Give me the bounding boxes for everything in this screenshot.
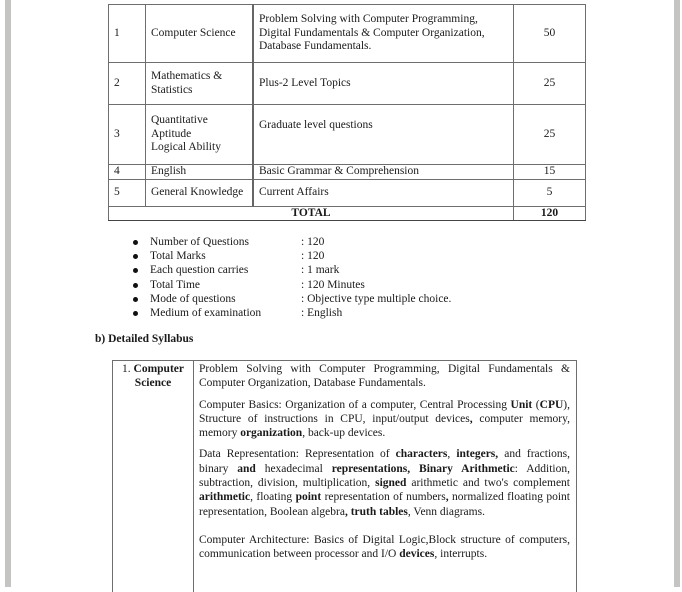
marks-cell: 5 — [514, 179, 586, 206]
summary-label: Mode of questions — [150, 292, 301, 306]
subject-line: Aptitude — [151, 128, 247, 142]
summary-value: : 120 Minutes — [301, 278, 365, 292]
detailed-syllabus-table — [112, 360, 577, 592]
list-item — [130, 263, 451, 277]
marks-cell: 15 — [514, 165, 586, 180]
subject-cell: Computer Science — [146, 5, 254, 63]
list-item — [130, 249, 451, 263]
subject-cell: General Knowledge — [146, 179, 254, 206]
summary-label: Each question carries — [150, 263, 301, 277]
total-value: 120 — [514, 206, 586, 221]
topics-cell: Basic Grammar & Comprehension — [253, 165, 514, 180]
table-row — [109, 165, 586, 180]
syllabus-computer-basics: Computer Basics: Organization of a computer, Central Processing Unit (CPU), Structure of instructions in CPU, input/output devices, computer memory, memory organization, back-up devices. — [199, 398, 570, 441]
topics-cell: Graduate level questions — [253, 105, 514, 165]
section-heading: b) Detailed Syllabus — [95, 333, 193, 345]
syllabus-computer-architecture: Computer Architecture: Basics of Digital Logic,Block structure of computers, communication between processor and I/O devices, interrupts. — [199, 533, 570, 562]
marks-cell: 50 — [514, 5, 586, 63]
topics-cell: Current Affairs — [253, 179, 514, 206]
syllabus-intro: Problem Solving with Computer Programming, Digital Fundamentals & Computer Organization, Database Fundamentals. — [199, 362, 570, 391]
subject-line: Logical Ability — [151, 141, 247, 155]
row-number: 1 — [109, 5, 146, 63]
marks-cell: 25 — [514, 105, 586, 165]
subject-number: 1. — [122, 363, 131, 375]
exam-summary-list — [130, 235, 451, 320]
summary-value: : 120 — [301, 235, 324, 249]
summary-value: : English — [301, 306, 342, 320]
syllabus-data-representation: Data Representation: Representation of characters, integers, and fractions, binary and hexadecimal representations, Binary Arithmetic: Addition, subtraction, division, multiplication, signed arithmetic and two's complement arithmetic, floating point representation of numbers, normalized floating point representation, Boolean algebra, truth tables, Venn diagrams. — [199, 447, 570, 518]
syllabus-content-cell — [194, 361, 577, 592]
row-number: 5 — [109, 179, 146, 206]
page-edge-left — [5, 0, 11, 587]
summary-label: Total Marks — [150, 249, 301, 263]
page-edge-right — [674, 0, 680, 587]
syllabus-subject-cell — [113, 361, 194, 592]
row-number: 2 — [109, 63, 146, 105]
list-item — [130, 306, 451, 320]
subject-cell: English — [146, 165, 254, 180]
total-label: TOTAL — [109, 206, 514, 221]
subject-line: Quantitative — [151, 114, 247, 128]
subject-cell: Mathematics & Statistics — [146, 63, 254, 105]
table-row — [109, 105, 586, 165]
row-number: 4 — [109, 165, 146, 180]
total-row — [109, 206, 586, 221]
marks-distribution-table — [108, 4, 586, 221]
subject-name-line1: Computer — [134, 363, 184, 375]
summary-value: : Objective type multiple choice. — [301, 292, 451, 306]
row-number: 3 — [109, 105, 146, 165]
topics-cell: Problem Solving with Computer Programming, Digital Fundamentals & Computer Organization, Database Fundamentals. — [253, 5, 514, 63]
list-item — [130, 235, 451, 249]
table-row — [109, 5, 586, 63]
topics-cell: Plus-2 Level Topics — [253, 63, 514, 105]
summary-label: Number of Questions — [150, 235, 301, 249]
summary-label: Total Time — [150, 278, 301, 292]
subject-name-line2: Science — [135, 377, 171, 389]
summary-value: : 120 — [301, 249, 324, 263]
marks-cell: 25 — [514, 63, 586, 105]
summary-value: : 1 mark — [301, 263, 339, 277]
list-item — [130, 278, 451, 292]
list-item — [130, 292, 451, 306]
table-row — [109, 179, 586, 206]
table-row — [109, 63, 586, 105]
subject-cell — [146, 105, 254, 165]
table-row — [113, 361, 577, 592]
summary-label: Medium of examination — [150, 306, 301, 320]
